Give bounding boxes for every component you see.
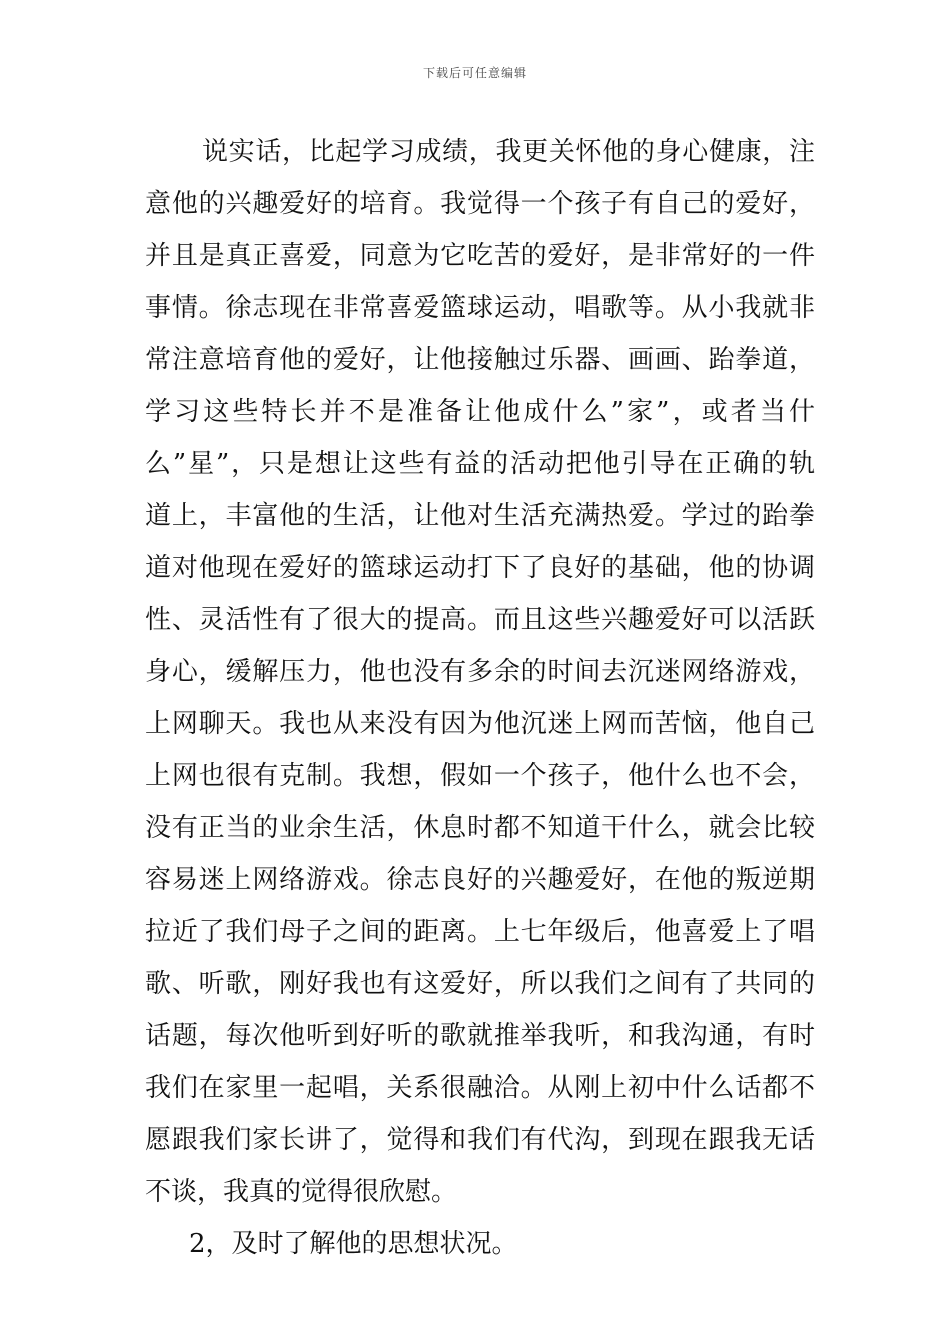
text-line: 意他的兴趣爱好的培育。我觉得一个孩子有自己的爱好，: [145, 189, 815, 219]
text-line: 道对他现在爱好的篮球运动打下了良好的基础，他的协调: [145, 553, 815, 583]
text-line: 学习这些特长并不是准备让他成什么”家”，或者当什: [145, 397, 815, 427]
text-line: 性、灵活性有了很大的提高。而且这些兴趣爱好可以活跃: [145, 605, 815, 635]
text-line: 容易迷上网络游戏。徐志良好的兴趣爱好，在他的叛逆期: [145, 865, 815, 895]
text-line: 事情。徐志现在非常喜爱篮球运动，唱歌等。从小我就非: [145, 293, 815, 323]
page-header: 下载后可任意编辑: [422, 66, 527, 80]
paragraph: [145, 126, 815, 1218]
text-line: 常注意培育他的爱好，让他接触过乐器、画画、跆拳道，: [145, 345, 815, 375]
document-body: [145, 126, 815, 1270]
text-line: 并且是真正喜爱，同意为它吃苦的爱好，是非常好的一件: [145, 241, 815, 271]
text-line: 上网聊天。我也从来没有因为他沉迷上网而苦恼，他自己: [145, 709, 815, 739]
text-line: 拉近了我们母子之间的距离。上七年级后，他喜爱上了唱: [145, 917, 815, 947]
text-line: 道上，丰富他的生活，让他对生活充满热爱。学过的跆拳: [145, 501, 815, 531]
text-line: 身心，缓解压力，他也没有多余的时间去沉迷网络游戏，: [145, 657, 815, 687]
text-line: 愿跟我们家长讲了，觉得和我们有代沟，到现在跟我无话: [145, 1125, 815, 1155]
text-line: 歌、听歌，刚好我也有这爱好，所以我们之间有了共同的: [145, 969, 815, 999]
text-line: 上网也很有克制。我想，假如一个孩子，他什么也不会，: [145, 761, 815, 791]
text-line: 话题，每次他听到好听的歌就推举我听，和我沟通，有时: [145, 1021, 815, 1051]
text-line: 说实话，比起学习成绩，我更关怀他的身心健康，注: [202, 137, 815, 167]
text-line: 不谈，我真的觉得很欣慰。: [145, 1177, 458, 1207]
text-line: 么”星”，只是想让这些有益的活动把他引导在正确的轨: [145, 449, 815, 479]
text-line: 没有正当的业余生活，休息时都不知道干什么，就会比较: [145, 813, 815, 843]
text-line: 我们在家里一起唱，关系很融洽。从刚上初中什么话都不: [145, 1073, 815, 1103]
section-item-2: 2，及时了解他的思想状况。: [189, 1229, 518, 1259]
